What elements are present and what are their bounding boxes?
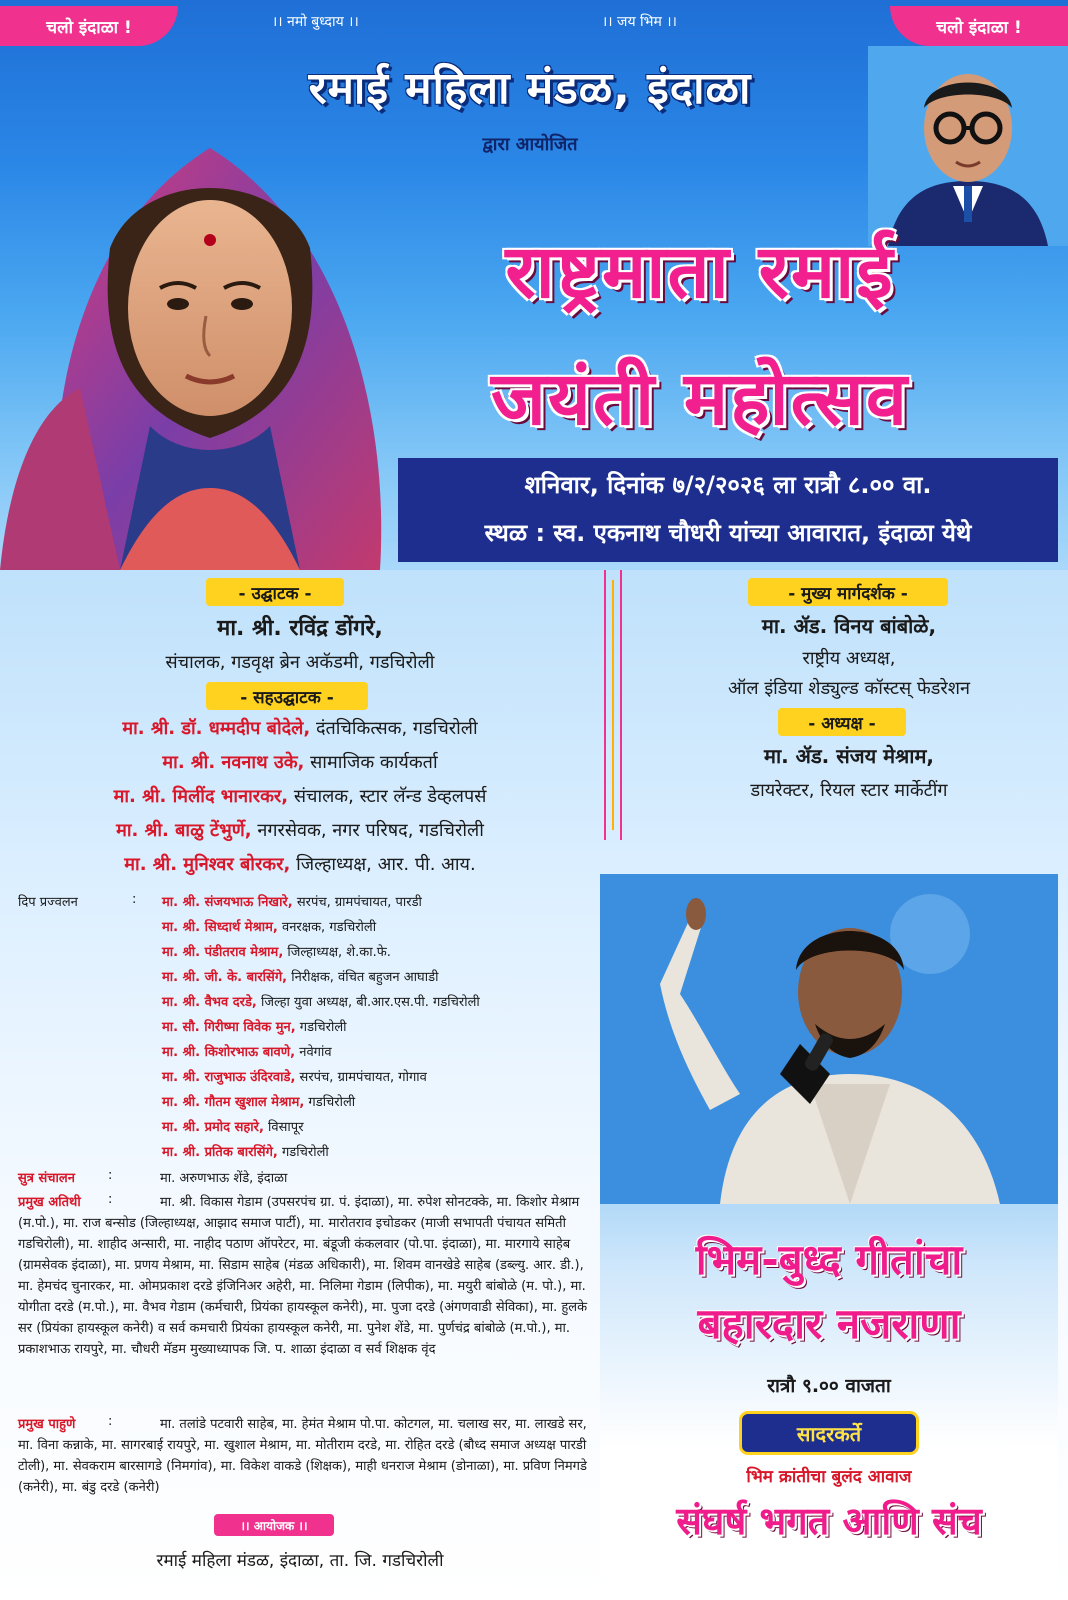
lamp-row-role: सरपंच, ग्रामपंचायत, पारडी xyxy=(292,895,422,910)
hero-banner xyxy=(0,0,1068,570)
lamp-row xyxy=(162,1092,355,1110)
ramabai-portrait-image xyxy=(0,108,420,570)
lamp-row-role: वनरक्षक, गडचिरोली xyxy=(277,920,377,935)
lamp-row xyxy=(162,1017,347,1035)
lamp-row-name: मा. श्री. प्रतिक बारसिंगे, xyxy=(162,1145,278,1160)
lamp-row xyxy=(162,1142,329,1160)
singer-photo-image xyxy=(600,874,1058,1204)
main-title-line-2: जयंती महोत्सव xyxy=(491,356,909,442)
lamp-row-role: जिल्हाध्यक्ष, शे.का.फे. xyxy=(283,945,391,960)
lamp-row-name: मा. श्री. पंडीतराव मेश्राम, xyxy=(162,945,284,960)
ambedkar-portrait-image xyxy=(868,46,1068,246)
lamp-row xyxy=(162,942,391,960)
organizer-value: रमाई महिला मंडळ, इंदाळा, ता. जि. गडचिरोली xyxy=(156,1551,444,1571)
co-inaugurator-role: सामाजिक कार्यकर्ता xyxy=(304,752,438,773)
co-inaugurator-name: मा. श्री. नवनाथ उके, xyxy=(162,752,305,773)
lamp-row-role: सरपंच, ग्रामपंचायत, गोगाव xyxy=(295,1070,427,1085)
lamp-row-name: मा. श्री. सिध्दार्थ मेश्राम, xyxy=(162,920,278,935)
inaugurator-label: - उद्घाटक - xyxy=(206,578,344,606)
lamp-row-role: गडचिरोली xyxy=(295,1020,347,1035)
lamp-row xyxy=(162,1117,304,1135)
lamp-row-name: मा. श्री. गौतम खुशाल मेश्राम, xyxy=(162,1095,305,1110)
chief-guests-label-text: प्रमुख अतिथी xyxy=(18,1195,81,1210)
president-name: मा. ॲड. संजय मेश्राम, xyxy=(763,744,935,768)
co-inaugurator-row xyxy=(0,852,600,876)
guests-colon: : xyxy=(108,1414,113,1429)
lamp-row-role: गडचिरोली xyxy=(304,1095,356,1110)
divider-line xyxy=(620,570,622,840)
president-label: - अध्यक्ष - xyxy=(778,708,906,736)
co-inaugurator-name: मा. श्री. मिलींद भानारकर, xyxy=(113,786,289,807)
lamp-row xyxy=(162,992,480,1010)
lamp-lighting-label: दिप प्रज्वलन xyxy=(18,895,78,910)
anchor-colon: : xyxy=(108,1168,113,1183)
co-inaugurator-name: मा. श्री. मुनिश्वर बोरकर, xyxy=(124,854,291,875)
program-title-line-1: भिम-बुध्द गीतांचा xyxy=(695,1235,963,1284)
program-title-line-2: बहारदार नजराणा xyxy=(697,1299,961,1348)
main-title-line-1: राष्ट्रमाता रमाई xyxy=(505,229,895,315)
lamp-row xyxy=(162,917,376,935)
chief-guide-role: राष्ट्रीय अध्यक्ष, xyxy=(802,648,896,669)
lamp-row-name: मा. श्री. राजुभाऊ उंदिरवाडे, xyxy=(162,1070,296,1085)
co-inaugurator-row xyxy=(0,716,600,740)
slogan-buddha: ।। नमो बुध्दाय ।। xyxy=(272,14,359,30)
anchor-row xyxy=(18,1168,75,1186)
presenter-badge: सादरकर्ते xyxy=(742,1414,916,1452)
tag-right: चलो इंदाळा ! xyxy=(890,6,1068,46)
lamp-row-role: निरीक्षक, वंचित बहुजन आघाडी xyxy=(287,970,439,985)
lamp-row-name: मा. सौ. गिरीष्मा विवेक मुन, xyxy=(162,1020,296,1035)
lamp-row xyxy=(162,892,422,910)
event-venue: स्थळ : स्व. एकनाथ चौधरी यांच्या आवारात, इंदाळा येथे xyxy=(484,519,972,547)
co-inaugurator-row xyxy=(0,818,600,842)
presenter-tagline: भिम क्रांतीचा बुलंद आवाज xyxy=(746,1467,912,1487)
co-inaugurator-row xyxy=(0,784,600,808)
divider-line xyxy=(604,570,606,840)
event-date: शनिवार, दिनांक ७/२/२०२६ ला रात्रौ ८.०० वा. xyxy=(524,471,932,499)
chief-guests-colon: : xyxy=(108,1192,113,1207)
program-time: रात्रौ ९.०० वाजता xyxy=(767,1375,891,1397)
lamp-row-role: गडचिरोली xyxy=(277,1145,329,1160)
date-venue-band xyxy=(398,458,1058,562)
chief-guests-text: मा. श्री. विकास गेडाम (उपसरपंच ग्रा. पं. इंदाळा), मा. रुपेश सोनटक्के, मा. किशोर मेश्राम (म.पो.), मा. राज बन्सोड (जिल्हाध्यक्ष, आझाद समाज पार्टी), मा. मारोतराव इचोडकर (माजी सभापती पंचायत समिती गडचिरोली), मा. शाहीद अन्सारी, मा. नाहीद पठाण ऑपरेटर, मा. बंडूजी कंकलवार (पो.पा. इंदाळा), मा. मारगाये साहेब (ग्रामसेवक इंदाळा), मा. प्रणय मेश्राम, मा. सिडाम साहेब (मंडळ अधिकारी), मा. शिवम वानखेडे साहेब (डब्ल्यु. आर. डी.), मा. हेमचंद चुनारकर, मा. ओमप्रकाश दरडे इंजिनिअर अहेरी, मा. निलिमा गेडाम (लिपीक), मा. मयुरी बांबोळे (म. पो.), मा. योगीता दरडे (म.पो.), मा. वैभव गेडाम (कर्मचारी, प्रियंका हायस्कूल कनेरी), मा. पुजा दरडे (अंगणवाडी सेविका), मा. हुलके सर (प्रियंका हायस्कूल कनेरी) व सर्व कमचारी प्रियंका हायस्कूल कनेरी, मा. पुनेश शेंडे, मा. पुर्णचंद्र बांबोळे (म.पो.), मा. प्रकाशभाऊ रायपुरे, मा. चौधरी मॅडम मुख्याध्यापक जि. प. शाळा इंदाळा व सर्व शिक्षक वृंद xyxy=(18,1195,588,1357)
lamp-row-role: विसापूर xyxy=(263,1120,304,1135)
inaugurator-name: मा. श्री. रविंद्र डोंगरे, xyxy=(217,616,383,641)
singer-card xyxy=(600,874,1058,1590)
organized-by-label: द्वारा आयोजित xyxy=(482,134,578,155)
organizer-title: रमाई महिला मंडळ, इंदाळा xyxy=(308,63,752,114)
co-inaugurator-name: मा. श्री. बाळु टेंभुर्णे, xyxy=(116,820,252,841)
lamp-lighting-colon: : xyxy=(132,892,137,907)
lamp-row xyxy=(162,967,438,985)
divider-line xyxy=(612,580,614,830)
lamp-row xyxy=(162,1067,427,1085)
co-inaugurator-role: संचालक, स्टार लॅन्ड डेव्हलपर्स xyxy=(288,786,487,807)
lamp-row-name: मा. श्री. किशोरभाऊ बावणे, xyxy=(162,1045,296,1060)
lamp-row-name: मा. श्री. वैभव दरडे, xyxy=(162,995,257,1010)
guests-label-text: प्रमुख पाहुणे xyxy=(18,1417,76,1432)
lamp-row-role: नवेगांव xyxy=(295,1045,332,1060)
co-inaugurator-role: दंतचिकित्सक, गडचिरोली xyxy=(310,718,478,739)
slogan-jaybhim: ।। जय भिम ।। xyxy=(602,14,677,30)
anchor-value: मा. अरुणभाऊ शेंडे, इंदाळा xyxy=(160,1171,288,1186)
lamp-row-role: जिल्हा युवा अध्यक्ष, बी.आर.एस.पी. गडचिरोली xyxy=(256,995,480,1010)
guests-text: मा. तलांडे पटवारी साहेब, मा. हेमंत मेश्राम पो.पा. कोटगल, मा. चलाख सर, मा. लाखडे सर, मा. विना कन्नाके, मा. सागरबाई रायपुरे, मा. खुशाल मेश्राम, मा. मोतीराम दरडे, मा. रोहित दरडे (बौध्द समाज अध्यक्ष पारडी टोली), मा. सेवकराम बारसागडे (निमगांव), मा. विकेश वाकडे (शिक्षक), माही धनराज मेश्राम (डोनाळा), मा. प्रविण निमगडे (कनेरी), मा. बंडु दरडे (कनेरी) xyxy=(18,1417,587,1495)
presenter-name: संघर्ष भगत आणि संच xyxy=(676,1499,982,1543)
president-role: डायरेक्टर, रियल स्टार मार्केटींग xyxy=(750,780,948,801)
lamp-row-name: मा. श्री. जी. के. बारसिंगे, xyxy=(162,970,288,985)
tag-left: चलो इंदाळा ! xyxy=(0,6,178,46)
lamp-row-name: मा. श्री. संजयभाऊ निखारे, xyxy=(162,895,293,910)
chief-guide-org: ऑल इंडिया शेड्युल्ड कॉस्टस् फेडरेशन xyxy=(728,678,970,699)
chief-guide-name: मा. ॲड. विनय बांबोळे, xyxy=(761,614,937,638)
co-inaugurator-name: मा. श्री. डॉ. धम्मदीप बोदेले, xyxy=(122,718,311,739)
co-inaugurator-role: जिल्हाध्यक्ष, आर. पी. आय. xyxy=(290,854,476,875)
chief-guide-label: - मुख्य मार्गदर्शक - xyxy=(748,578,948,606)
organizer-label: ।। आयोजक ।। xyxy=(214,1514,334,1536)
co-inaugurator-role: नगरसेवक, नगर परिषद, गडचिरोली xyxy=(251,820,484,841)
anchor-label: सुत्र संचालन xyxy=(18,1171,75,1186)
lamp-row-name: मा. श्री. प्रमोद सहारे, xyxy=(162,1120,264,1135)
co-inaugurator-row xyxy=(0,750,600,774)
inaugurator-role: संचालक, गडवृक्ष ब्रेन अकॅडमी, गडचिरोली xyxy=(165,652,435,673)
lamp-row xyxy=(162,1042,332,1060)
co-inaugurator-label: - सहउद्घाटक - xyxy=(206,682,368,710)
